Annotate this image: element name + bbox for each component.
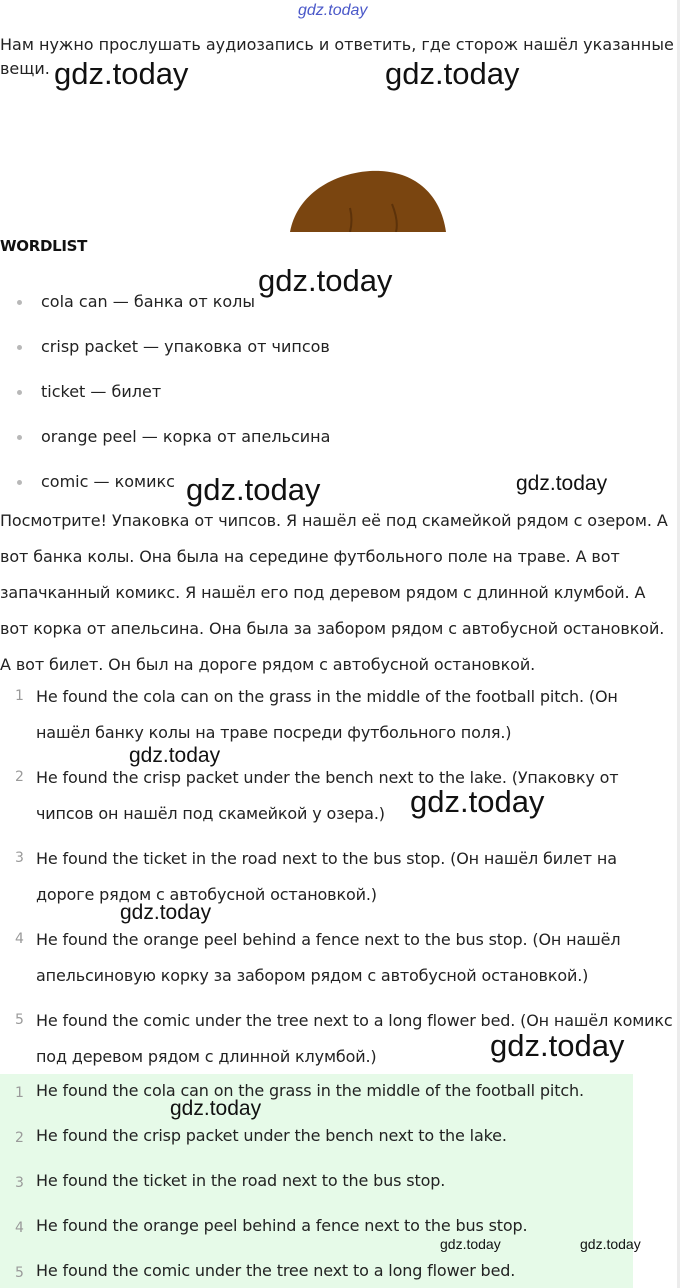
wordlist-item: ticket — билет (41, 382, 162, 401)
illustration-image (288, 168, 450, 232)
watermark: gdz.today (186, 472, 321, 507)
wordlist-item: crisp packet — упаковка от чипсов (41, 337, 330, 356)
answer-item (0, 922, 680, 994)
watermark: gdz.today (490, 1028, 625, 1063)
intro-paragraph: Нам нужно прослушать аудиозапись и ответить, где сторож нашёл указанные вещи. (0, 35, 674, 78)
watermark: gdz.today (54, 56, 189, 91)
answer-text: He found the ticket in the road next to the bus stop. (Он нашёл билет на дороге рядом с автобусной остановкой.) (36, 849, 617, 904)
answer-number: 4 (15, 931, 24, 947)
answer-highlight-box (0, 1074, 633, 1288)
bullet-dot (17, 480, 22, 485)
answer-number: 1 (15, 688, 24, 704)
watermark: gdz.today (170, 1097, 262, 1120)
watermark: gdz.today (410, 784, 545, 819)
wordlist-title: WORDLIST (0, 237, 88, 255)
watermark: gdz.today (258, 263, 393, 298)
bullet-dot (17, 390, 22, 395)
answer-number: 1 (15, 1085, 24, 1101)
final-answer-text: He found the comic under the tree next to a long flower bed. (36, 1261, 516, 1280)
bullet-dot (17, 435, 22, 440)
answer-text: He found the cola can on the grass in the middle of the football pitch. (Он нашёл банку колы на траве посреди футбольного поля.) (36, 687, 618, 742)
answer-number: 4 (15, 1220, 24, 1236)
answer-item (0, 760, 680, 832)
final-answer-text: He found the ticket in the road next to the bus stop. (36, 1171, 446, 1190)
watermark: gdz.today (129, 744, 221, 767)
watermark: gdz.today (516, 472, 608, 495)
answer-number: 5 (15, 1012, 24, 1028)
bullet-dot (17, 300, 22, 305)
answer-number: 5 (15, 1265, 24, 1281)
answer-number: 3 (15, 850, 24, 866)
watermark: gdz.today (580, 1236, 641, 1252)
answer-text: He found the comic under the tree next to a long flower bed. (Он нашёл комикс под деревом рядом с длинной клумбой.) (36, 1011, 673, 1066)
watermark: gdz.today (120, 901, 212, 924)
watermark: gdz.today (298, 2, 368, 19)
translation-paragraph: Посмотрите! Упаковка от чипсов. Я нашёл её под скамейкой рядом с озером. А вот банка колы. Она была на середине футбольного поле на траве. А вот запачканный комикс. Я нашёл его под деревом рядом с длинной клумбой. А вот корка от апельсина. Она была за забором рядом с автобусной остановкой. А вот билет. Он был на дороге рядом с автобусной остановкой. (0, 511, 668, 674)
answer-item (0, 679, 680, 751)
answer-number: 2 (15, 769, 24, 785)
final-answer-text: He found the crisp packet under the bench next to the lake. (36, 1126, 507, 1145)
answer-number: 2 (15, 1130, 24, 1146)
final-answer-text: He found the cola can on the grass in the middle of the football pitch. (36, 1081, 584, 1100)
wordlist-item: cola can — банка от колы (41, 292, 256, 311)
bullet-dot (17, 345, 22, 350)
watermark: gdz.today (440, 1236, 501, 1252)
watermark: gdz.today (385, 56, 520, 91)
wordlist-item: comic — комикс (41, 472, 175, 491)
wordlist-item: orange peel — корка от апельсина (41, 427, 331, 446)
answer-text: He found the orange peel behind a fence next to the bus stop. (Он нашёл апельсиновую корку за забором рядом с автобусной остановкой.) (36, 930, 621, 985)
answer-text: He found the crisp packet under the bench next to the lake. (Упаковку от чипсов он нашёл под скамейкой у озера.) (36, 768, 619, 823)
final-answer-text: He found the orange peel behind a fence next to the bus stop. (36, 1216, 528, 1235)
answer-number: 3 (15, 1175, 24, 1191)
answer-item (0, 841, 680, 913)
